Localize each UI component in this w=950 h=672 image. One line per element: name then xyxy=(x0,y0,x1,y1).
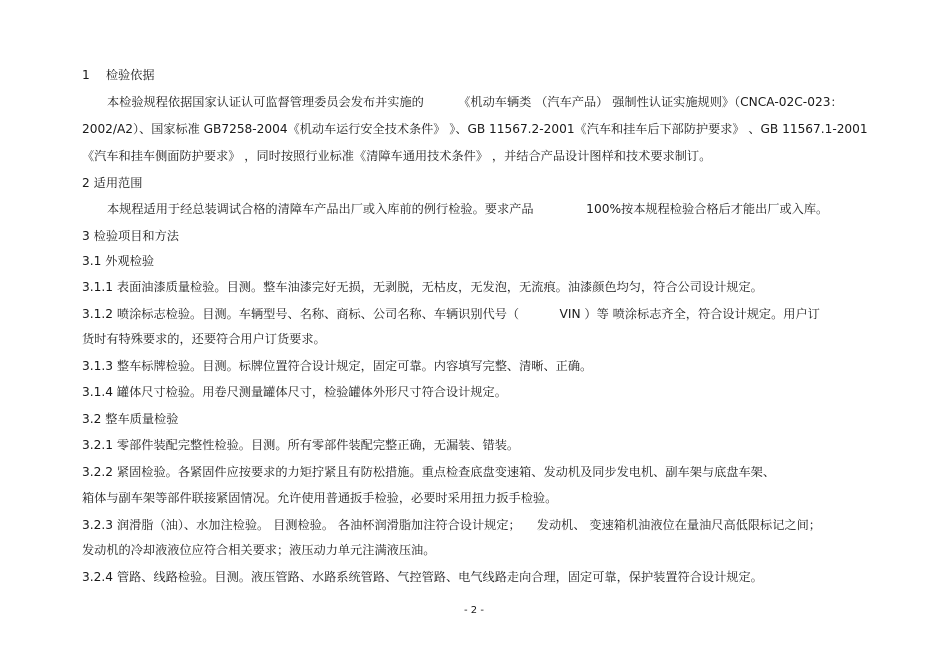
item-3-2-3-line-1: 3.2.3 润滑脂（油）、水加注检验。 目测检验。 各油杯润滑脂加注符合设计规定； 发动机、 变速箱机油液位在量油尺高低限标记之间； xyxy=(82,518,821,532)
item-3-2-2-line-1: 3.2.2 紧固检验。各紧固件应按要求的力矩拧紧且有防松措施。重点检查底盘变速箱、发动机及同步发电机、副车架与底盘车架、 xyxy=(82,465,776,479)
item-3-1-1: 3.1.1 表面油漆质量检验。目测。整车油漆完好无损，无剥脱，无枯皮，无发泡，无流痕。油漆颜色均匀，符合公司设计规定。 xyxy=(82,280,763,294)
section-heading-basis: 1 检验依据 xyxy=(82,68,155,82)
item-3-1-2-line-2: 货时有特殊要求的，还要符合用户订货要求。 xyxy=(82,332,326,346)
item-3-2-2-line-2: 箱体与副车架等部件联接紧固情况。允许使用普通扳手检验，必要时采用扭力扳手检验。 xyxy=(82,491,558,505)
item-3-1-2-line-1: 3.1.2 喷涂标志检验。目测。车辆型号、名称、商标、公司名称、车辆识别代号（ VIN ）等 喷涂标志齐全，符合设计规定。用户订 xyxy=(82,307,820,321)
item-3-2-4: 3.2.4 管路、线路检验。目测。液压管路、水路系统管路、气控管路、电气线路走向合理，固定可靠，保护装置符合设计规定。 xyxy=(82,570,763,584)
basis-paragraph-line-2: 2002/A2）、国家标准 GB7258-2004《机动车运行安全技术条件》 》、GB 11567.2-2001《汽车和挂车后下部防护要求》 、GB 11567.1-2001 xyxy=(82,122,868,136)
subsection-heading-appearance: 3.1 外观检验 xyxy=(82,254,155,268)
basis-paragraph-line-3: 《汽车和挂车侧面防护要求》 ，同时按照行业标准《清障车通用技术条件》 ，并结合产品设计图样和技术要求制订。 xyxy=(82,149,712,163)
item-3-1-4: 3.1.4 罐体尺寸检验。用卷尺测量罐体尺寸，检验罐体外形尺寸符合设计规定。 xyxy=(82,385,507,399)
item-3-2-1: 3.2.1 零部件装配完整性检验。目测。所有零部件装配完整正确，无漏装、错装。 xyxy=(82,438,520,452)
subsection-heading-vehicle-quality: 3.2 整车质量检验 xyxy=(82,412,179,426)
basis-paragraph-line-1: 本检验规程依据国家认证认可监督管理委员会发布并实施的 《机动车辆类 （汽车产品） 强制性认证实施规则》（CNCA-02C-023： xyxy=(107,95,843,109)
page-number: - 2 - xyxy=(464,605,484,616)
item-3-2-3-line-2: 发动机的冷却液液位应符合相关要求；液压动力单元注满液压油。 xyxy=(82,543,436,557)
item-3-1-3: 3.1.3 整车标牌检验。目测。标牌位置符合设计规定，固定可靠。内容填写完整、清晰、正确。 xyxy=(82,359,593,373)
section-heading-items: 3 检验项目和方法 xyxy=(82,229,179,243)
scope-paragraph: 本规程适用于经总装调试合格的清障车产品出厂或入库前的例行检验。要求产品 100%按本规程检验合格后才能出厂或入库。 xyxy=(107,202,829,216)
section-heading-scope: 2 适用范围 xyxy=(82,176,143,190)
